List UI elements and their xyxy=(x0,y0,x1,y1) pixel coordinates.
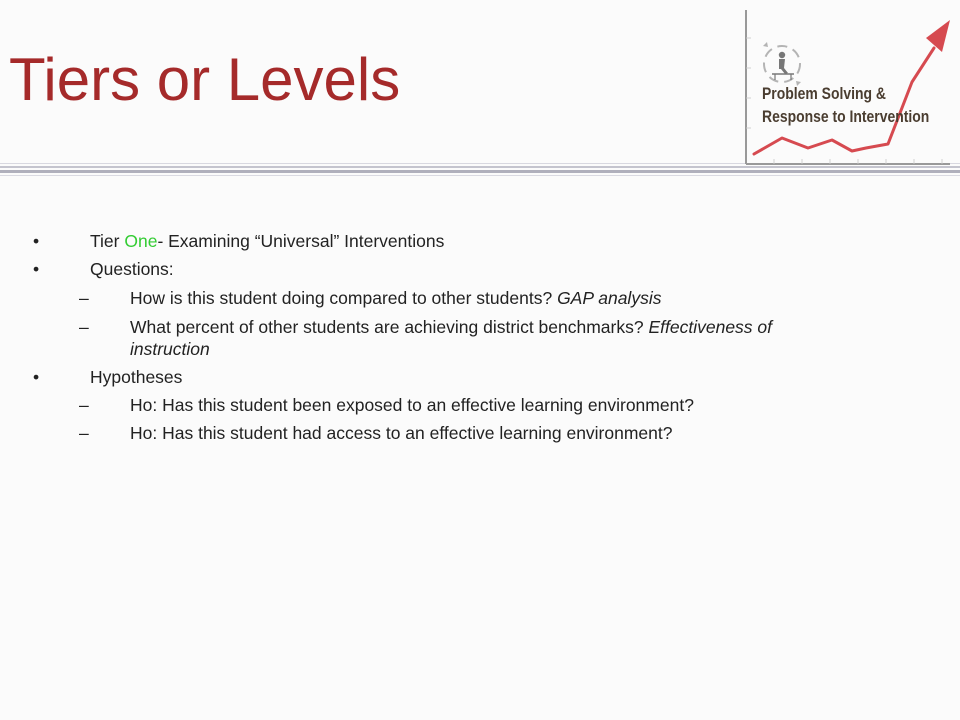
question-text: What percent of other students are achieving district benchmarks? xyxy=(130,317,649,337)
question-gap-analysis xyxy=(130,288,661,309)
question-effectiveness-continued: instruction xyxy=(130,339,210,359)
bullet-marker: • xyxy=(33,231,40,251)
sub-bullet-marker: – xyxy=(79,395,89,415)
hypothesis-access: Ho: Has this student had access to an effective learning environment? xyxy=(130,423,673,443)
slide-title: Tiers or Levels xyxy=(9,46,401,113)
bullet-marker: • xyxy=(33,259,40,279)
bullet-marker: • xyxy=(33,367,40,387)
logo-text-line-1: Problem Solving & xyxy=(762,84,886,103)
logo-text-line-2: Response to Intervention xyxy=(762,107,930,126)
bullet-tier-one xyxy=(90,231,444,252)
question-effectiveness xyxy=(130,317,772,338)
question-text: How is this student doing compared to other students? xyxy=(130,288,558,308)
bullet-questions: Questions: xyxy=(90,259,174,279)
tier-prefix: Tier xyxy=(90,231,125,251)
bullet-hypotheses: Hypotheses xyxy=(90,367,183,387)
question-italic-label: Effectiveness of xyxy=(648,317,773,337)
hypothesis-exposed: Ho: Has this student been exposed to an effective learning environment? xyxy=(130,395,694,415)
question-italic-label: GAP analysis xyxy=(557,288,662,308)
sub-bullet-marker: – xyxy=(79,423,89,443)
tier-suffix: - Examining “Universal” Interventions xyxy=(157,231,445,251)
tier-one-highlight: One xyxy=(124,231,158,251)
sub-bullet-marker: – xyxy=(79,317,89,337)
sub-bullet-marker: – xyxy=(79,288,89,308)
